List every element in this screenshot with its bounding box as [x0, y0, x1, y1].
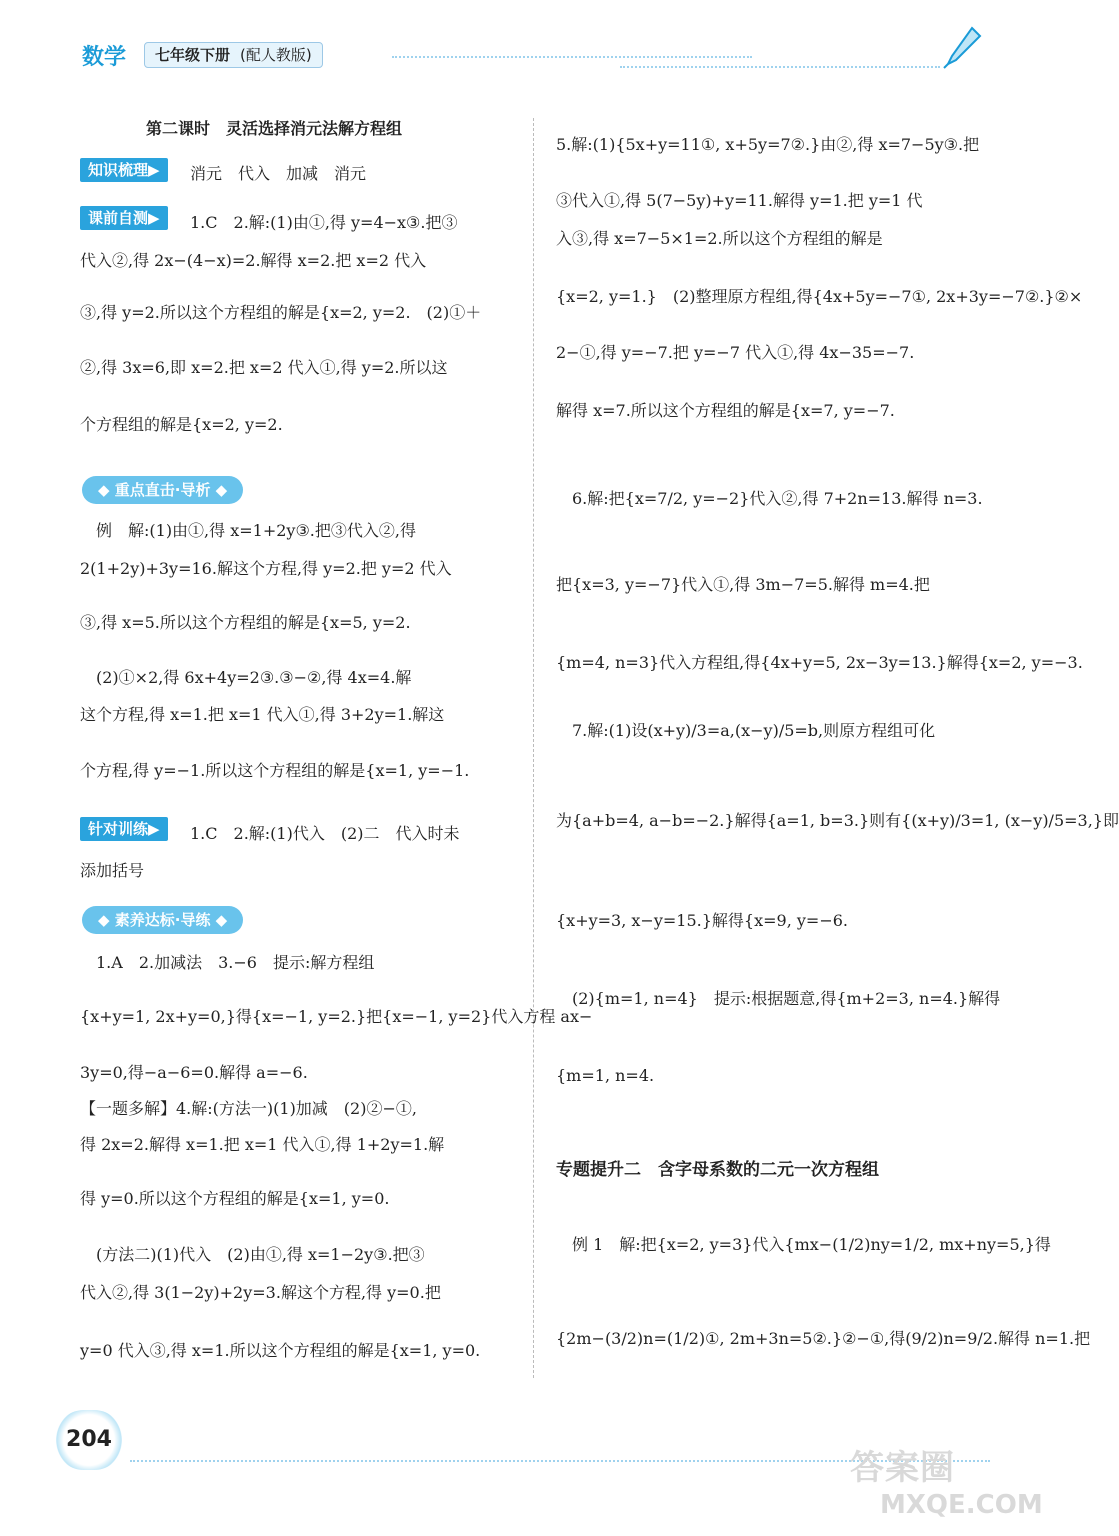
text-line: 得 2x=2.解得 x=1.把 x=1 代入①,得 1+2y=1.解: [80, 1135, 445, 1154]
text-line: 个方程,得 y=−1.所以这个方程组的解是{x=1, y=−1.: [80, 761, 470, 780]
text-line: 解得 x=7.所以这个方程组的解是{x=7, y=−7.: [556, 401, 895, 420]
text-line: {m=1, n=4.: [556, 1066, 655, 1085]
text-line: 为{a+b=4, a−b=−2.}解得{a=1, b=3.}则有{(x+y)/3=1, (x−y)/5=3,}即: [556, 811, 1119, 830]
text-line: {x+y=1, 2x+y=0,}得{x=−1, y=2.}把{x=−1, y=2}代入方程 ax−: [80, 1007, 593, 1026]
text-line: 代入②,得 3(1−2y)+2y=3.解这个方程,得 y=0.把: [80, 1283, 441, 1302]
text-line: 入③,得 x=7−5×1=2.所以这个方程组的解是: [556, 229, 883, 248]
text-line: y=0 代入③,得 x=1.所以这个方程组的解是{x=1, y=0.: [80, 1341, 481, 1360]
pen-icon: [942, 26, 982, 70]
text-line: ③,得 y=2.所以这个方程组的解是{x=2, y=2. (2)①＋: [80, 303, 482, 322]
text-line: 2−①,得 y=−7.把 y=−7 代入①,得 4x−35=−7.: [556, 343, 915, 362]
tag-pretest: 课前自测▶: [80, 206, 168, 230]
text-line: 把{x=3, y=−7}代入①,得 3m−7=5.解得 m=4.把: [556, 575, 930, 594]
text-line: 添加括号: [80, 861, 145, 880]
text-line: 6.解:把{x=7/2, y=−2}代入②,得 7+2n=13.解得 n=3.: [556, 489, 983, 508]
grade-box: [144, 42, 323, 68]
page-number: 204: [54, 1410, 124, 1470]
pill-key-points: ◆ 重点直击·导析 ◆: [82, 476, 243, 504]
text-line: ③代入①,得 5(7−5y)+y=11.解得 y=1.把 y=1 代: [556, 191, 923, 210]
text-line: {x=2, y=1.} (2)整理原方程组,得{4x+5y=−7①, 2x+3y=−7②.}②×: [556, 287, 1083, 306]
text-line: 7.解:(1)设(x+y)/3=a,(x−y)/5=b,则原方程组可化: [556, 721, 936, 740]
text-line: 这个方程,得 x=1.把 x=1 代入①,得 3+2y=1.解这: [80, 705, 445, 724]
text-line: {2m−(3/2)n=(1/2)①, 2m+3n=5②.}②−①,得(9/2)n=9/2.解得 n=1.把: [556, 1329, 1091, 1348]
tag-training: 针对训练▶: [80, 817, 168, 841]
topic-title: 专题提升二 含字母系数的二元一次方程组: [556, 1160, 879, 1180]
text-line: {x+y=3, x−y=15.}解得{x=9, y=−6.: [556, 911, 848, 930]
edition-label: (配人教版): [240, 46, 312, 64]
subject-label: 数学: [82, 45, 127, 70]
text-line: {m=4, n=3}代入方程组,得{4x+y=5, 2x−3y=13.}解得{x=2, y=−3.: [556, 653, 1083, 672]
text-line: 个方程组的解是{x=2, y=2.: [80, 415, 283, 434]
text-line: 得 y=0.所以这个方程组的解是{x=1, y=0.: [80, 1189, 390, 1208]
text-line: (方法二)(1)代入 (2)由①,得 x=1−2y③.把③: [80, 1245, 425, 1264]
text-line: 例 1 解:把{x=2, y=3}代入{mx−(1/2)ny=1/2, mx+ny=5,}得: [556, 1235, 1051, 1254]
header-dots-2: [620, 66, 940, 68]
watermark-url: MXQE.COM: [880, 1490, 1043, 1520]
text-line: ②,得 3x=6,即 x=2.把 x=2 代入①,得 y=2.所以这: [80, 358, 448, 377]
header-dots: [392, 56, 752, 58]
text-line: (2){m=1, n=4} 提示:根据题意,得{m+2=3, n=4.}解得: [556, 989, 1001, 1008]
text-line: 例 解:(1)由①,得 x=1+2y③.把③代入②,得: [80, 521, 416, 540]
text-line: 【一题多解】4.解:(方法一)(1)加减 (2)②−①,: [80, 1099, 417, 1118]
text-line: (2)①×2,得 6x+4y=2③.③−②,得 4x=4.解: [80, 668, 412, 687]
pill-literacy: ◆ 素养达标·导练 ◆: [82, 906, 243, 934]
text-line: 1.A 2.加减法 3.−6 提示:解方程组: [80, 953, 375, 972]
text-line: 代入②,得 2x−(4−x)=2.解得 x=2.把 x=2 代入: [80, 251, 427, 270]
tag-knowledge: 知识梳理▶: [80, 158, 168, 182]
text-line: 1.C 2.解:(1)由①,得 y=4−x③.把③: [190, 213, 458, 232]
section-title: 第二课时 灵活选择消元法解方程组: [146, 119, 403, 138]
text-line: 2(1+2y)+3y=16.解这个方程,得 y=2.把 y=2 代入: [80, 559, 452, 578]
knowledge-text: 消元 代入 加减 消元: [190, 164, 367, 183]
text-line: ③,得 x=5.所以这个方程组的解是{x=5, y=2.: [80, 613, 411, 632]
column-separator: [533, 118, 534, 1378]
grade-label: 七年级下册: [155, 46, 231, 64]
text-line: 5.解:(1){5x+y=11①, x+5y=7②.}由②,得 x=7−5y③.把: [556, 135, 980, 154]
page-header: [82, 40, 392, 70]
text-line: 1.C 2.解:(1)代入 (2)二 代入时未: [190, 824, 460, 843]
watermark-logo: 答案圈: [850, 1448, 955, 1488]
text-line: 3y=0,得−a−6=0.解得 a=−6.: [80, 1063, 308, 1082]
